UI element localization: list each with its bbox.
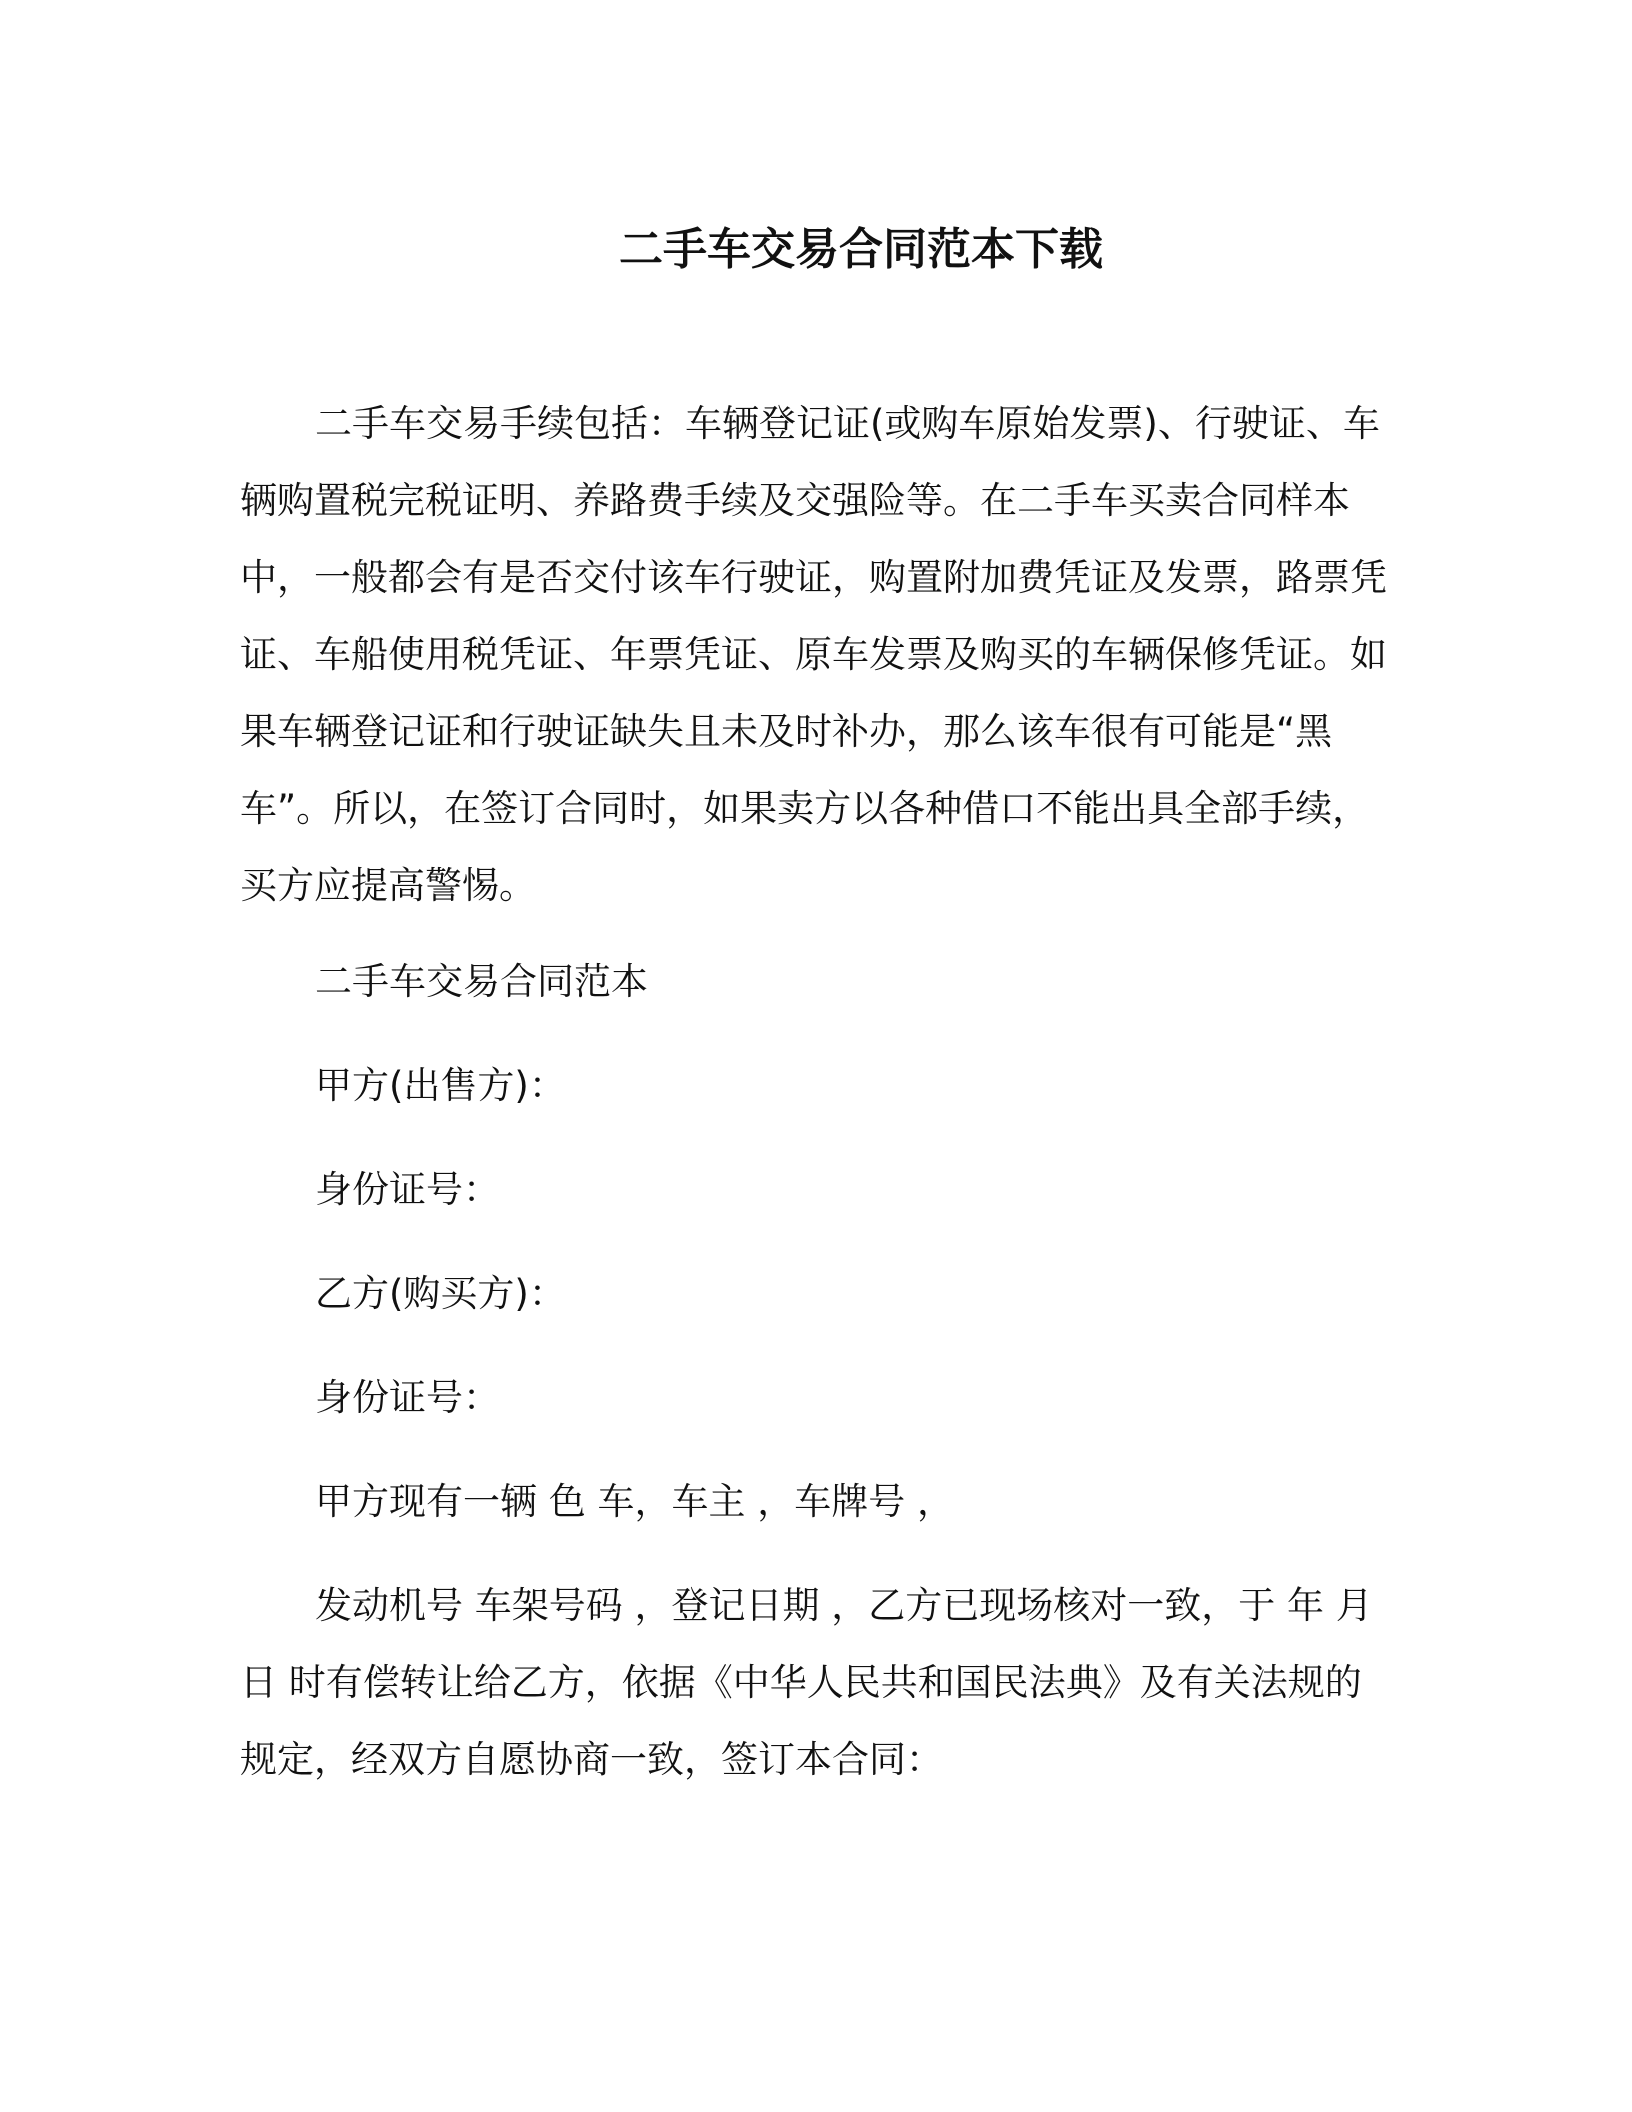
party-b-label: 乙方(购买方)： — [315, 1272, 566, 1315]
engine-paragraph: 发动机号 车架号码 ，登记日期 ，乙方已现场核对一致，于 年 月 日 时有偿转让给乙方，依据《中华人民共和国民法典》及有关法规的规定，经双方自愿协商一致，签订本合同： — [240, 1584, 1373, 1781]
document-title: 二手车交易合同范本下载 — [619, 224, 1103, 275]
vehicle-line: 甲方现有一辆 色 车，车主 ，车牌号 ， — [315, 1480, 955, 1523]
intro-paragraph: 二手车交易手续包括：车辆登记证(或购车原始发票)、行驶证、车辆购置税完税证明、养路费手续及交强险等。在二手车买卖合同样本中，一般都会有是否交付该车行驶证，购置附加费凭证及发票，路票凭证、车船使用税凭证、年票凭证、原车发票及购买的车辆保修凭证。如果车辆登记证和行驶证缺失且未及时补办，那么该车很有可能是“黑车”。所以，在签订合同时，如果卖方以各种借口不能出具全部手续，买方应提高警惕。 — [240, 402, 1387, 907]
party-a-id-label: 身份证号： — [315, 1168, 500, 1211]
party-b-id-label: 身份证号： — [315, 1376, 500, 1419]
contract-heading: 二手车交易合同范本 — [315, 960, 648, 1003]
engine-block — [240, 1567, 1390, 1798]
party-a-label: 甲方(出售方)： — [315, 1064, 566, 1107]
intro-block — [240, 385, 1390, 924]
